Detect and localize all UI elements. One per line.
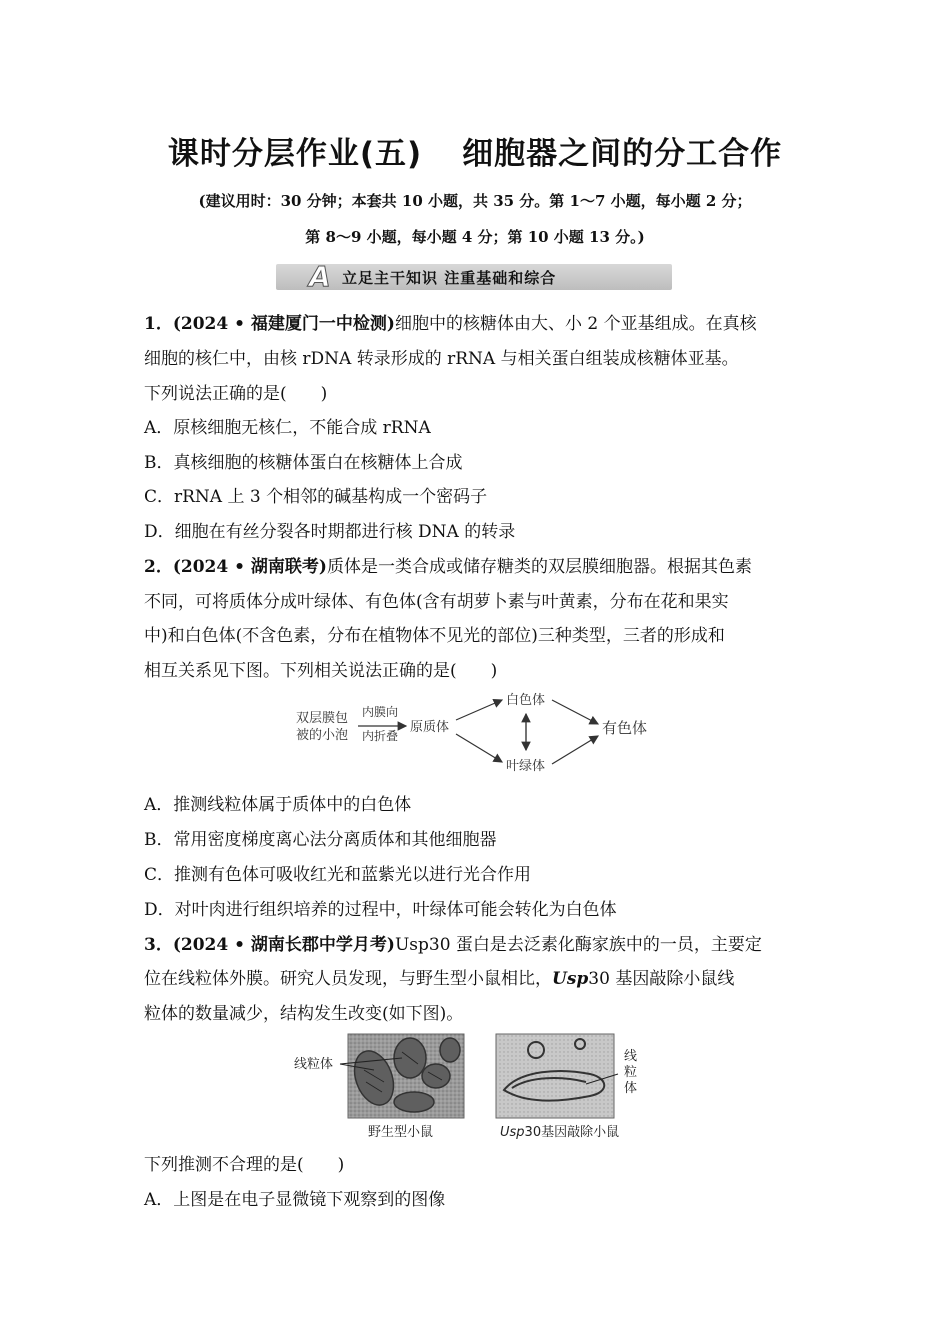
vesicle-label-1: 双层膜包 — [296, 711, 349, 726]
title-sub: 细胞器之间的分工合作 — [462, 136, 783, 172]
q2-line-1 — [144, 552, 752, 577]
knockout-label-3: 体 — [624, 1081, 638, 1096]
q3-source: (2024 • 湖南长郡中学月考) — [172, 935, 395, 955]
q3-option-a: A．上图是在电子显微镜下观察到的图像 — [144, 1190, 446, 1210]
chromoplast-label: 有色体 — [602, 719, 648, 737]
q2-option-c: C．推测有色体可吸收红光和蓝紫光以进行光合作用 — [144, 865, 532, 885]
knockout-label-2: 粒 — [624, 1065, 638, 1080]
q1-option-b: B．真核细胞的核糖体蛋白在核糖体上合成 — [144, 453, 463, 473]
plastid-diagram — [290, 686, 670, 778]
q1-line-1 — [144, 309, 757, 334]
title-main: 课时分层作业(五) — [167, 136, 423, 172]
q1-stem-1: 细胞中的核糖体由大、小 2 个亚基组成。在真核 — [394, 314, 757, 334]
q3-stem-3: 粒体的数量减少，结构发生改变(如下图)。 — [144, 1004, 464, 1024]
q1-stem-2: 细胞的核仁中，由核 rDNA 转录形成的 rRNA 与相关蛋白组装成核糖体亚基。 — [144, 349, 739, 369]
knockout-caption: Usp30基因敲除小鼠 — [500, 1125, 620, 1140]
arrow-leucoplast-to-chromoplast — [552, 700, 598, 724]
proplastid-label: 原质体 — [410, 720, 450, 735]
knockout-label-1: 线 — [624, 1049, 638, 1064]
q2-option-d: D．对叶肉进行组织培养的过程中，叶绿体可能会转化为白色体 — [144, 900, 617, 920]
q3-stem-1: Usp30 蛋白是去泛素化酶家族中的一员，主要定 — [394, 935, 762, 955]
q2-number: 2． — [144, 557, 173, 577]
q1-option-c: C．rRNA 上 3 个相邻的碱基构成一个密码子 — [144, 487, 488, 507]
wildtype-caption: 野生型小鼠 — [368, 1125, 434, 1140]
wildtype-label: 线粒体 — [294, 1057, 334, 1072]
arrow-to-leucoplast — [456, 700, 502, 720]
svg-text:A: A — [309, 261, 331, 291]
q3-line-1 — [144, 930, 762, 955]
q1-source: (2024 • 福建厦门一中检测) — [172, 314, 395, 334]
q2-option-b: B．常用密度梯度离心法分离质体和其他细胞器 — [144, 830, 497, 850]
q1-option-d: D．细胞在有丝分裂各时期都进行核 DNA 的转录 — [144, 522, 516, 542]
q2-stem-2: 不同，可将质体分成叶绿体、有色体(含有胡萝卜素与叶黄素，分布在花和果实 — [144, 592, 729, 612]
vesicle-label-2: 被的小泡 — [296, 728, 349, 743]
q3-line-2 — [144, 964, 734, 989]
q3-gene-name: Usp — [552, 969, 589, 989]
q2-stem-1: 质体是一类合成或储存糖类的双层膜细胞器。根据其色素 — [326, 557, 752, 577]
q2-option-a: A．推测线粒体属于质体中的白色体 — [144, 795, 412, 815]
q2-stem-3: 中)和白色体(不含色素，分布在植物体不见光的部位)三种类型，三者的形成和 — [144, 626, 725, 646]
q3-stem-4: 下列推测不合理的是( ) — [144, 1155, 345, 1175]
section-banner-text: 立足主干知识 注重基础和综合 — [342, 269, 557, 287]
q1-number: 1． — [144, 314, 173, 334]
q1-option-a: A．原核细胞无核仁，不能合成 rRNA — [144, 418, 431, 438]
q1-stem-3: 下列说法正确的是( ) — [144, 384, 328, 404]
leucoplast-label: 白色体 — [506, 693, 546, 708]
arrow-to-chloroplast — [456, 734, 502, 762]
q2-stem-4: 相互关系见下图。下列相关说法正确的是( ) — [144, 661, 498, 681]
page-title — [0, 128, 950, 173]
chloroplast-label: 叶绿体 — [506, 759, 546, 774]
fold-label-1: 内膜向 — [362, 705, 399, 719]
section-a-icon — [306, 261, 334, 291]
mitochondria-figure — [290, 1030, 650, 1142]
fold-label-2: 内折叠 — [362, 729, 399, 743]
q3-stem-2b: 30 基因敲除小鼠线 — [588, 969, 735, 989]
q2-source: (2024 • 湖南联考) — [172, 557, 327, 577]
q3-number: 3． — [144, 935, 173, 955]
section-banner — [276, 261, 672, 291]
time-note-line-2: 第 8～9 小题，每小题 4 分；第 10 小题 13 分。) — [305, 228, 645, 246]
arrow-chloroplast-to-chromoplast — [552, 736, 598, 764]
q3-stem-2a: 位在线粒体外膜。研究人员发现，与野生型小鼠相比， — [144, 969, 552, 989]
time-note-line-1: (建议用时：30 分钟；本套共 10 小题，共 35 分。第 1～7 小题，每小题 2 分； — [198, 192, 752, 210]
